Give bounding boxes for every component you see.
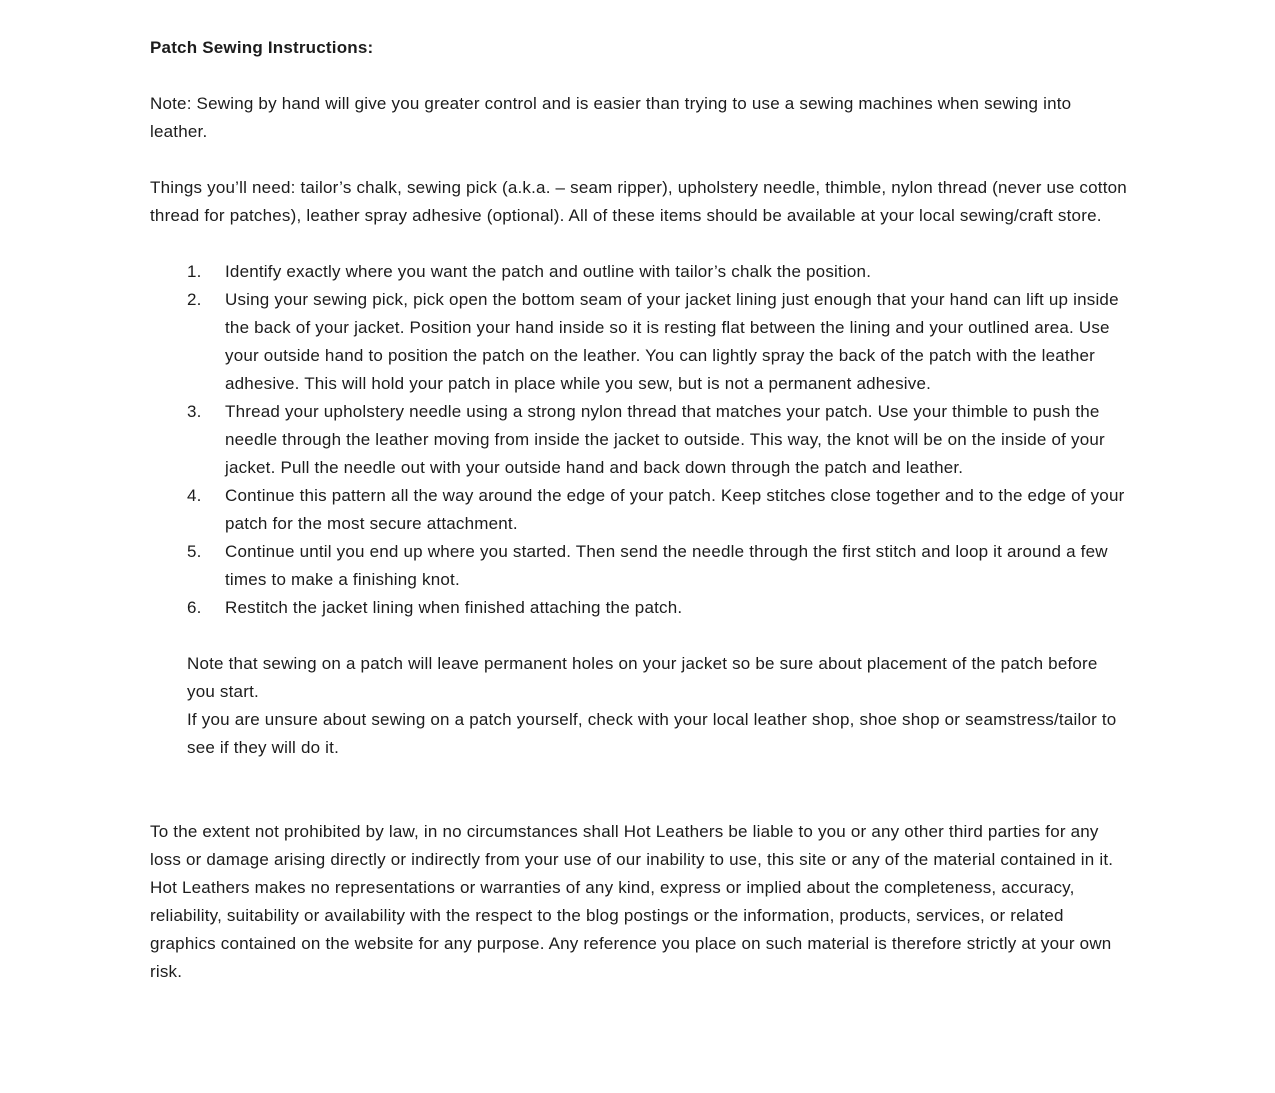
note-block <box>187 650 1130 762</box>
note-paragraph-unsure: If you are unsure about sewing on a patch yourself, check with your local leather shop, shoe shop or seamstress/tailor to see if they will do it. <box>187 710 1117 757</box>
disclaimer-paragraph: To the extent not prohibited by law, in no circumstances shall Hot Leathers be liable to you or any other third parties for any loss or damage arising directly or indirectly from your use of our inability to use, this site or any of the material contained in it. Hot Leathers makes no representations or warranties of any kind, express or implied about the completeness, accuracy, reliability, suitability or availability with the respect to the blog postings or the information, products, services, or related graphics contained on the website for any purpose. Any reference you place on such material is therefore strictly at your own risk. <box>150 822 1114 981</box>
step-number: 3. <box>187 402 202 421</box>
step-item <box>187 258 1130 286</box>
step-item <box>187 398 1130 482</box>
step-text: Continue until you end up where you started. Then send the needle through the first stitch and loop it around a few times to make a finishing knot. <box>225 542 1108 589</box>
intro-paragraph-note: Note: Sewing by hand will give you greater control and is easier than trying to use a sewing machines when sewing into leather. <box>150 94 1072 141</box>
step-item <box>187 538 1130 594</box>
step-text: Identify exactly where you want the patch and outline with tailor’s chalk the position. <box>225 262 872 281</box>
step-item <box>187 482 1130 538</box>
step-text: Restitch the jacket lining when finished attaching the patch. <box>225 598 683 617</box>
step-number: 1. <box>187 262 202 281</box>
instruction-step-list <box>187 258 1130 622</box>
step-item <box>187 594 1130 622</box>
note-paragraph-placement: Note that sewing on a patch will leave permanent holes on your jacket so be sure about placement of the patch before you start. <box>187 654 1098 701</box>
step-number: 2. <box>187 290 202 309</box>
step-item <box>187 286 1130 398</box>
step-number: 6. <box>187 598 202 617</box>
document-title: Patch Sewing Instructions: <box>150 38 374 57</box>
intro-paragraph-supplies: Things you’ll need: tailor’s chalk, sewing pick (a.k.a. – seam ripper), upholstery needle, thimble, nylon thread (never use cotton thread for patches), leather spray adhesive (optional). All of these items should be available at your local sewing/craft store. <box>150 178 1127 225</box>
step-text: Using your sewing pick, pick open the bottom seam of your jacket lining just enough that your hand can lift up inside the back of your jacket. Position your hand inside so it is resting flat between the lining and your outlined area. Use your outside hand to position the patch on the leather. You can lightly spray the back of the patch with the leather adhesive. This will hold your patch in place while you sew, but is not a permanent adhesive. <box>225 290 1119 393</box>
step-text: Continue this pattern all the way around the edge of your patch. Keep stitches close together and to the edge of your patch for the most secure attachment. <box>225 486 1125 533</box>
step-number: 5. <box>187 542 202 561</box>
step-number: 4. <box>187 486 202 505</box>
step-text: Thread your upholstery needle using a strong nylon thread that matches your patch. Use your thimble to push the needle through the leather moving from inside the jacket to outside. This way, the knot will be on the inside of your jacket. Pull the needle out with your outside hand and back down through the patch and leather. <box>225 402 1105 477</box>
